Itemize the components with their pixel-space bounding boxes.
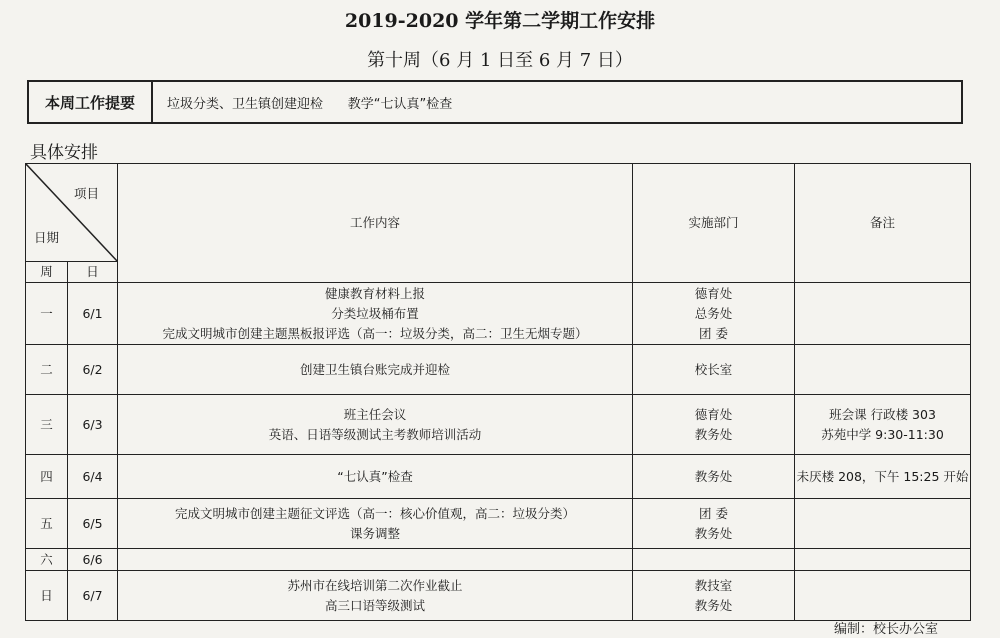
note-cell (795, 549, 971, 571)
document-title: 2019-2020 学年第二学期工作安排 (344, 10, 656, 32)
day-cell: 6/4 (68, 455, 118, 499)
week-range: 第十周（6 月 1 日至 6 月 7 日） (367, 50, 633, 71)
content-line: 分类垃圾桶布置 (331, 305, 419, 321)
dept-line: 总务处 (694, 305, 733, 321)
summary-label: 本周工作提要 (29, 82, 153, 122)
header-row (26, 164, 971, 262)
dept-line: 教技室 (694, 577, 733, 593)
schedule-body (26, 283, 971, 621)
dept-cell (633, 395, 795, 455)
content-line: 完成文明城市创建主题黑板报评选（高一：垃圾分类，高二：卫生无烟专题） (162, 325, 588, 341)
dept-line: 团 委 (699, 325, 728, 341)
header-content: 工作内容 (118, 164, 633, 283)
content-cell (118, 455, 633, 499)
dept-cell (633, 283, 795, 345)
note-cell (795, 345, 971, 395)
day-cell: 6/2 (68, 345, 118, 395)
diagonal-header-cell (26, 164, 118, 262)
note-cell (795, 499, 971, 549)
header-week-col: 周 (26, 262, 68, 283)
header-date: 日期 (34, 230, 60, 245)
content-line: 完成文明城市创建主题征文评选（高一：核心价值观，高二：垃圾分类） (174, 505, 575, 521)
content-line: “七认真”检查 (337, 468, 413, 484)
weekday-cell: 一 (26, 283, 68, 345)
day-cell: 6/1 (68, 283, 118, 345)
day-cell: 6/3 (68, 395, 118, 455)
dept-line: 教务处 (694, 597, 733, 613)
content-line: 课务调整 (349, 525, 400, 541)
table-row (26, 345, 971, 395)
header-day-col: 日 (68, 262, 118, 283)
note-line: 班会课 行政楼 303 (829, 406, 936, 422)
content-cell (118, 499, 633, 549)
weekday-cell: 四 (26, 455, 68, 499)
content-line: 苏州市在线培训第二次作业截止 (287, 577, 463, 593)
table-row (26, 499, 971, 549)
content-line: 班主任会议 (343, 406, 407, 422)
note-line: 苏苑中学 9:30-11:30 (821, 426, 944, 442)
day-cell: 6/6 (68, 549, 118, 571)
content-line: 高三口语等级测试 (324, 597, 425, 613)
weekly-summary-box (27, 80, 963, 124)
weekday-cell: 三 (26, 395, 68, 455)
dept-line: 德育处 (694, 285, 733, 301)
note-cell (795, 571, 971, 621)
content-line: 健康教育材料上报 (324, 285, 425, 301)
header-note: 备注 (795, 164, 971, 283)
table-row (26, 549, 971, 571)
content-cell (118, 571, 633, 621)
dept-cell (633, 345, 795, 395)
table-row (26, 395, 971, 455)
content-cell (118, 549, 633, 571)
header-item: 项目 (73, 186, 99, 201)
content-line: 创建卫生镇台账完成并迎检 (299, 361, 450, 377)
note-cell (795, 395, 971, 455)
dept-line: 教务处 (694, 525, 733, 541)
dept-line: 校长室 (694, 361, 733, 377)
table-row (26, 571, 971, 621)
content-cell (118, 395, 633, 455)
section-title: 具体安排 (30, 143, 98, 163)
dept-cell (633, 571, 795, 621)
dept-line: 德育处 (694, 406, 733, 422)
dept-line: 团 委 (699, 505, 728, 521)
note-cell (795, 283, 971, 345)
footer-compiler: 编制：校长办公室 (833, 622, 938, 637)
dept-line: 教务处 (694, 426, 733, 442)
table-row (26, 283, 971, 345)
weekday-cell: 二 (26, 345, 68, 395)
weekday-cell: 六 (26, 549, 68, 571)
weekday-cell: 日 (26, 571, 68, 621)
dept-cell (633, 499, 795, 549)
note-line: 未厌楼 208，下午 15:25 开始 (796, 468, 969, 484)
header-dept: 实施部门 (633, 164, 795, 283)
dept-line: 教务处 (694, 468, 733, 484)
day-cell: 6/7 (68, 571, 118, 621)
summary-text: 垃圾分类、卫生镇创建迎检 教学“七认真”检查 (167, 96, 453, 112)
weekday-cell: 五 (26, 499, 68, 549)
content-cell (118, 345, 633, 395)
note-cell (795, 455, 971, 499)
table-row (26, 455, 971, 499)
dept-cell (633, 549, 795, 571)
content-cell (118, 283, 633, 345)
day-cell: 6/5 (68, 499, 118, 549)
content-line: 英语、日语等级测试主考教师培训活动 (268, 426, 482, 442)
dept-cell (633, 455, 795, 499)
schedule-table (25, 163, 971, 621)
